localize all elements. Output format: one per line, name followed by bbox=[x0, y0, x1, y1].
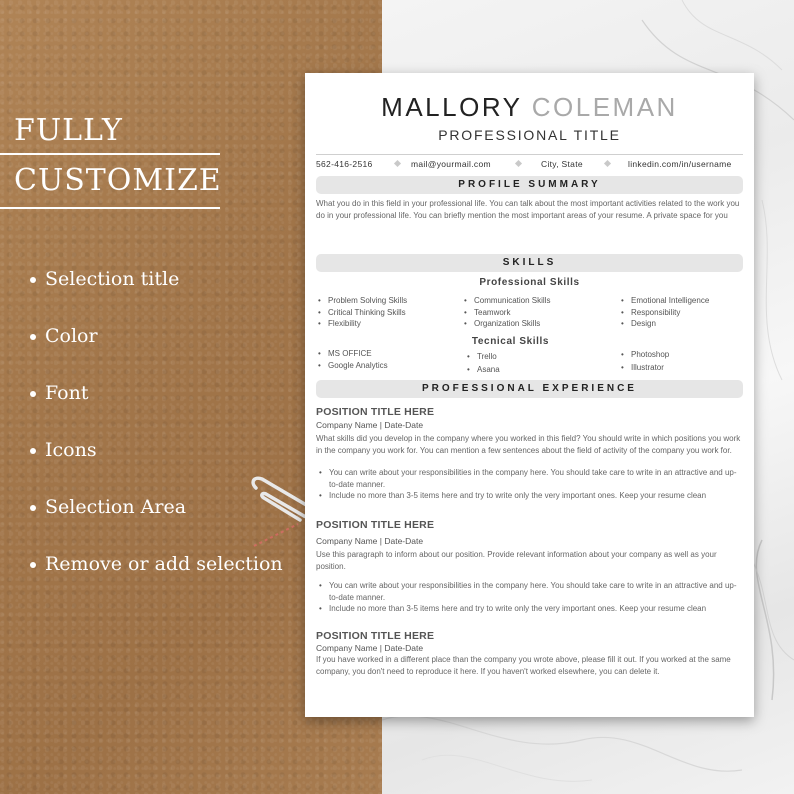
position-title: POSITION TITLE HERE bbox=[316, 519, 435, 531]
contact-location: City, State bbox=[541, 159, 583, 169]
promo-heading-line2: CUSTOMIZE bbox=[14, 163, 222, 198]
feature-item bbox=[30, 439, 283, 496]
skill-item: • Critical Thinking Skills bbox=[316, 307, 407, 319]
skill-item: • Communication Skills bbox=[462, 295, 550, 307]
professional-skills-col-3 bbox=[619, 295, 709, 330]
skill-item: • Emotional Intelligence bbox=[619, 295, 709, 307]
position-description: Use this paragraph to inform about our position. Provide relevant information about your company as well as your position. bbox=[316, 550, 717, 571]
bullet-item: • You can write about your responsibilities in the company here. You should take care to write in an attractive and up-to-date manner. bbox=[316, 580, 743, 603]
diamond-separator-icon bbox=[394, 160, 401, 167]
skills-heading: SKILLS bbox=[316, 254, 743, 272]
position-title: POSITION TITLE HERE bbox=[316, 630, 435, 642]
bullet-icon bbox=[30, 448, 36, 454]
last-name: COLEMAN bbox=[531, 92, 678, 122]
bullet-icon bbox=[30, 334, 36, 340]
feature-label: Remove or add selection bbox=[45, 553, 283, 575]
bullet-item: • Include no more than 3-5 items here and try to write only the very important ones. Keep your resume clean bbox=[316, 490, 743, 502]
technical-skills-col-2 bbox=[465, 351, 500, 377]
professional-title: PROFESSIONAL TITLE bbox=[438, 127, 621, 143]
bullet-icon bbox=[30, 391, 36, 397]
position-bullets bbox=[316, 580, 743, 615]
promo-divider-bottom bbox=[0, 207, 220, 209]
contact-linkedin: linkedin.com/in/username bbox=[628, 159, 732, 169]
header-divider bbox=[316, 154, 743, 155]
professional-skills-heading: Professional Skills bbox=[479, 277, 580, 288]
skill-item: • Trello bbox=[465, 351, 500, 364]
skill-item: • Google Analytics bbox=[316, 360, 388, 372]
promo-divider-top bbox=[0, 153, 220, 155]
profile-summary-heading: PROFILE SUMMARY bbox=[316, 176, 743, 194]
skill-item: • Flexibility bbox=[316, 318, 407, 330]
promo-heading-line1: FULLY bbox=[14, 113, 123, 148]
position-bullets bbox=[316, 467, 743, 502]
feature-item bbox=[30, 382, 283, 439]
position-title: POSITION TITLE HERE bbox=[316, 406, 435, 418]
technical-skills-col-1 bbox=[316, 348, 388, 371]
bullet-item: • You can write about your responsibilities in the company here. You should take care to write in an attractive and up-to-date manner. bbox=[316, 467, 743, 490]
profile-summary-text: What you do in this field in your professional life. You can talk about the most important activities related to the work you do in your professional life. You can briefly mention the most important areas of your resume. A private space for you bbox=[316, 199, 740, 220]
diamond-separator-icon bbox=[515, 160, 522, 167]
bullet-icon bbox=[30, 505, 36, 511]
position-description: What skills did you develop in the company where you worked in this field? You should write in which positions you work in the company you work for. You can mention a few sentences about the field of activity of the company you work for. bbox=[316, 434, 741, 455]
feature-item bbox=[30, 553, 283, 610]
resume-page bbox=[305, 73, 754, 717]
feature-label: Selection title bbox=[45, 268, 180, 290]
feature-item bbox=[30, 268, 283, 325]
skill-item: • MS OFFICE bbox=[316, 348, 388, 360]
resume-name bbox=[305, 92, 754, 123]
skill-item: • Illustrator bbox=[619, 362, 669, 375]
feature-item bbox=[30, 325, 283, 382]
feature-label: Selection Area bbox=[45, 496, 187, 518]
bullet-icon bbox=[30, 562, 36, 568]
skill-item: • Asana bbox=[465, 364, 500, 377]
bullet-icon bbox=[30, 277, 36, 283]
skill-item: • Teamwork bbox=[462, 307, 550, 319]
feature-item bbox=[30, 496, 283, 553]
feature-label: Icons bbox=[45, 439, 97, 461]
bullet-item: • Include no more than 3-5 items here and try to write only the very important ones. Keep your resume clean bbox=[316, 603, 743, 615]
technical-skills-heading: Tecnical Skills bbox=[471, 336, 550, 347]
position-description: If you have worked in a different place than the company you wrote above, please fill it out. If you worked at the same company, you don't need to reproduce it here. If you haven't worked elsewhere, you can delete it. bbox=[316, 655, 731, 676]
professional-skills-col-1 bbox=[316, 295, 407, 330]
feature-label: Color bbox=[45, 325, 98, 347]
company-date: Company Name | Date-Date bbox=[316, 420, 424, 430]
feature-list bbox=[30, 268, 283, 610]
diamond-separator-icon bbox=[604, 160, 611, 167]
professional-skills-col-2 bbox=[462, 295, 550, 330]
skill-item: • Photoshop bbox=[619, 349, 669, 362]
skill-item: • Organization Skills bbox=[462, 318, 550, 330]
company-date: Company Name | Date-Date bbox=[316, 643, 424, 653]
technical-skills-col-3 bbox=[619, 349, 669, 375]
skill-item: • Problem Solving Skills bbox=[316, 295, 407, 307]
first-name: MALLORY bbox=[381, 92, 522, 122]
contact-email: mail@yourmail.com bbox=[411, 159, 491, 169]
professional-experience-heading: PROFESSIONAL EXPERIENCE bbox=[316, 380, 743, 398]
feature-label: Font bbox=[45, 382, 89, 404]
skill-item: • Responsibility bbox=[619, 307, 709, 319]
skill-item: • Design bbox=[619, 318, 709, 330]
company-date: Company Name | Date-Date bbox=[316, 536, 424, 546]
contact-phone: 562-416-2516 bbox=[316, 159, 373, 169]
